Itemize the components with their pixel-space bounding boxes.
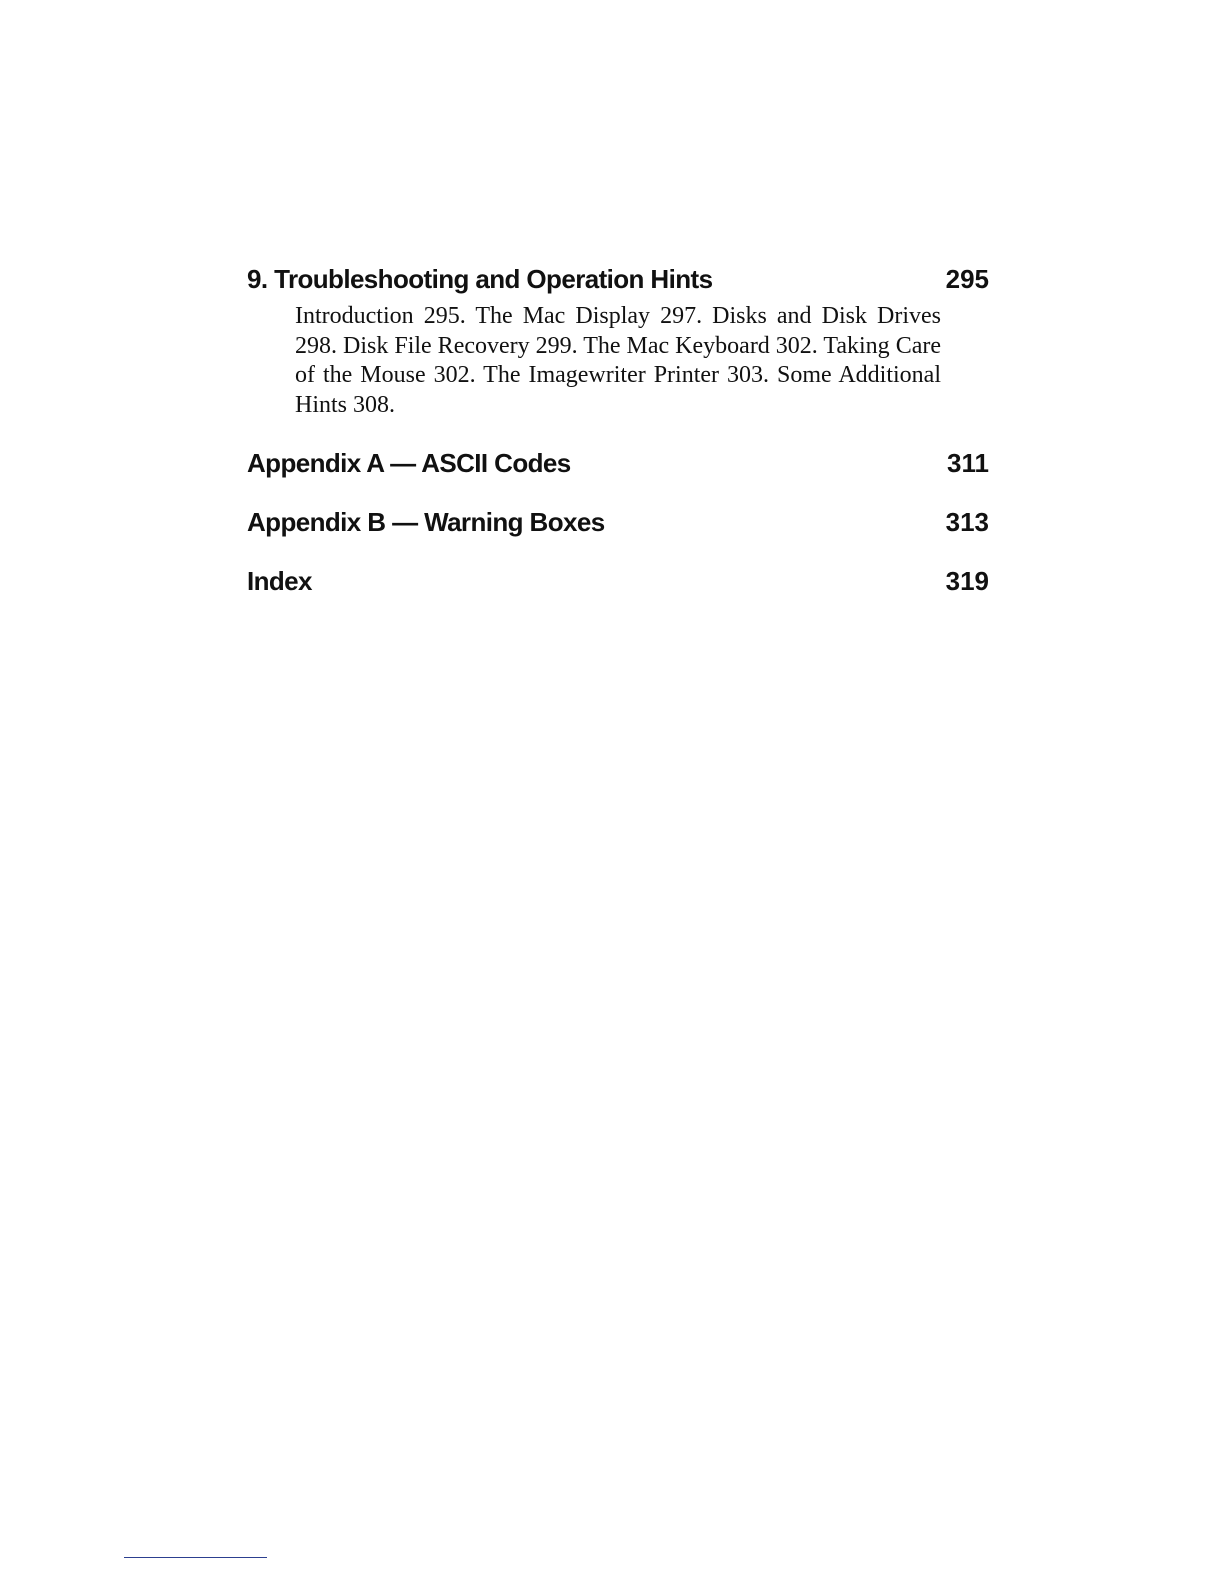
toc-entry-title: 9. Troubleshooting and Operation Hints (247, 264, 713, 294)
toc-entry-heading (247, 446, 989, 480)
table-of-contents (247, 262, 989, 598)
toc-entry-appendix-a (247, 446, 989, 480)
toc-entry-page-number: 311 (947, 448, 989, 478)
toc-entry-page-number: 319 (945, 566, 989, 596)
toc-entry-page-number: 313 (945, 507, 989, 537)
toc-entry-title: Index (247, 566, 312, 596)
toc-entry-description: Introduction 295. The Mac Display 297. Disks and Disk Drives 298. Disk File Recovery 299. The Mac Keyboard 302. Taking Care of the Mouse 302. The Imagewriter Printer 303. Some Additional Hints 308. (295, 303, 941, 418)
toc-entry-chapter-9 (247, 262, 989, 420)
toc-entry-title: Appendix B — Warning Boxes (247, 507, 605, 537)
toc-entry-heading (247, 564, 989, 598)
toc-entry-page-number: 295 (945, 264, 989, 294)
footer-rule (124, 1557, 267, 1558)
toc-entry-title: Appendix A — ASCII Codes (247, 448, 571, 478)
toc-entry-appendix-b (247, 505, 989, 539)
toc-entry-index (247, 564, 989, 598)
toc-entry-heading (247, 262, 989, 296)
toc-entry-heading (247, 505, 989, 539)
